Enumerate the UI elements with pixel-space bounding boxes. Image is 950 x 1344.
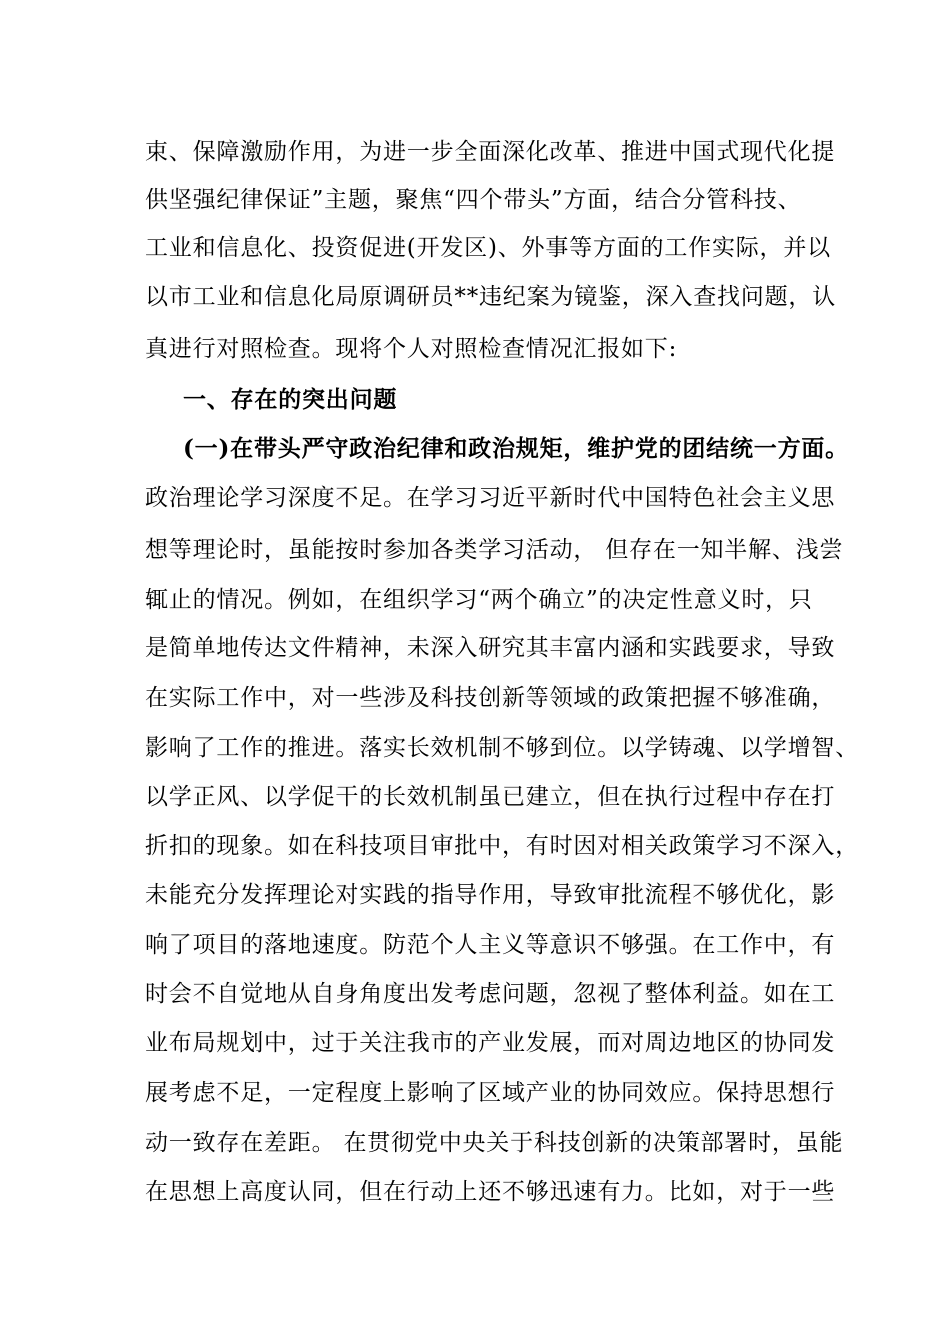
paragraph-line: 政治理论学习深度不足。在学习习近平新时代中国特色社会主义思 [145, 485, 836, 511]
paragraph-line: 想等理论时，虽能按时参加各类学习活动， 但存在一知半解、浅尝 [145, 537, 844, 563]
paragraph-line: 真进行对照检查。现将个人对照检查情况汇报如下: [145, 336, 678, 362]
paragraph-line: 辄止的情况。例如，在组织学习“两个确立”的决定性意义时，只 [145, 587, 813, 613]
paragraph-line: 时会不自觉地从自身角度出发考虑问题，忽视了整体利益。如在工 [145, 981, 836, 1007]
section-heading: 一、存在的突出问题 [183, 386, 398, 413]
paragraph-line: 未能充分发挥理论对实践的指导作用，导致审批流程不够优化，影 [145, 882, 836, 908]
paragraph-line: 动一致存在差距。 在贯彻党中央关于科技创新的决策部署时，虽能 [145, 1130, 844, 1156]
paragraph-line: 展考虑不足，一定程度上影响了区域产业的协同效应。保持思想行 [145, 1080, 836, 1106]
paragraph-line: 影响了工作的推进。落实长效机制不够到位。以学铸魂、以学增智、 [145, 735, 859, 761]
paragraph-line: 束、保障激励作用，为进一步全面深化改革、推进中国式现代化提 [145, 139, 836, 165]
paragraph-line: 以市工业和信息化局原调研员**违纪案为镜鉴，深入查找问题，认 [145, 284, 836, 310]
paragraph-line: 折扣的现象。如在科技项目审批中，有时因对相关政策学习不深入， [145, 833, 859, 859]
paragraph-line: 是简单地传达文件精神，未深入研究其丰富内涵和实践要求，导致 [145, 635, 836, 661]
paragraph-line: 以学正风、以学促干的长效机制虽已建立，但在执行过程中存在打 [145, 784, 836, 810]
subsection-heading: (一)在带头严守政治纪律和政治规矩，维护党的团结统一方面。 [183, 435, 849, 462]
paragraph-line: 在实际工作中，对一些涉及科技创新等领域的政策把握不够准确， [145, 685, 836, 711]
paragraph-line: 工业和信息化、投资促进(开发区)、外事等方面的工作实际，并以 [145, 235, 831, 261]
paragraph-line: 响了项目的落地速度。防范个人主义等意识不够强。在工作中，有 [145, 932, 836, 958]
paragraph-line: 业布局规划中，过于关注我市的产业发展，而对周边地区的协同发 [145, 1030, 836, 1056]
paragraph-line: 供坚强纪律保证”主题，聚焦“四个带头”方面，结合分管科技、 [145, 187, 802, 213]
paragraph-line: 在思想上高度认同，但在行动上还不够迅速有力。比如，对于一些 [145, 1179, 836, 1205]
